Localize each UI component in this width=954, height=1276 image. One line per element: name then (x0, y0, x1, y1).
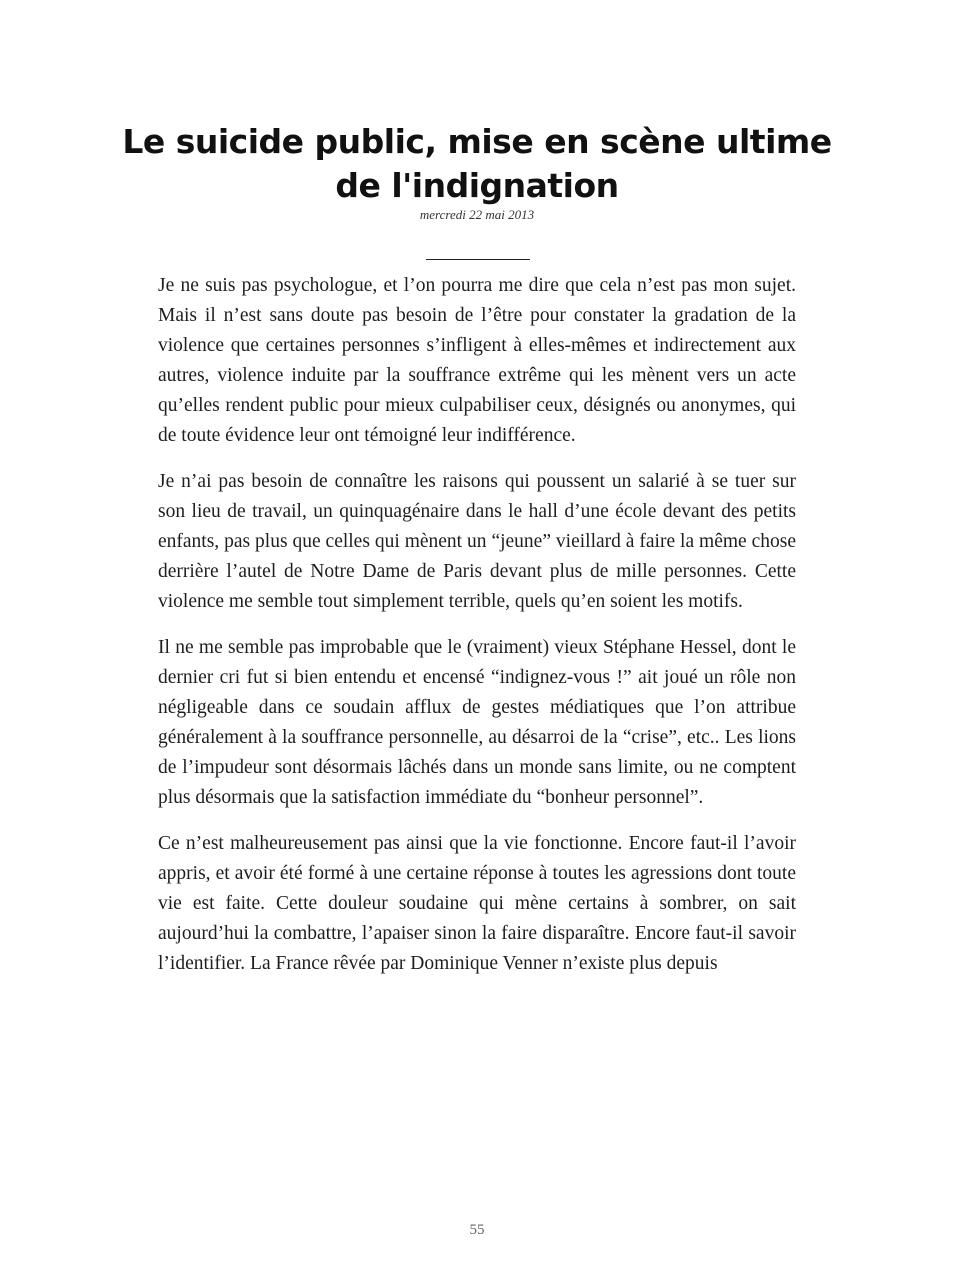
paragraph: Ce n’est malheureusement pas ainsi que la vie fonctionne. Encore faut-il l’avoir appris, et avoir été formé à une certaine réponse à toutes les agressions dont toute vie est faite. Cette douleur soudaine qui mène certains à sombrer, on sait aujourd’hui la combattre, l’apaiser sinon la faire disparaître. Encore faut-il savoir l’identifier. La France rêvée par Dominique Venner n’existe plus depuis (158, 833, 796, 974)
paragraph: Je ne suis pas psychologue, et l’on pourra me dire que cela n’est pas mon sujet. Mais il n’est sans doute pas besoin de l’être pour constater la gradation de la violence que certaines personnes s’infligent à elles-mêmes et indirectement aux autres, violence induite par la souffrance extrême qui les mènent vers un acte qu’elles rendent public pour mieux culpabiliser ceux, désignés ou anonymes, qui de toute évidence leur ont témoigné leur indifférence. (158, 275, 796, 446)
article-body (158, 271, 796, 995)
title-separator-rule (426, 259, 530, 260)
article-date: mercredi 22 mai 2013 (419, 207, 535, 222)
paragraph: Il ne me semble pas improbable que le (vraiment) vieux Stéphane Hessel, dont le dernier cri fut si bien entendu et encensé “indignez-vous !” ait joué un rôle non négligeable dans ce soudain afflux de gestes médiatiques que l’on attribue généralement à la souffrance personnelle, au désarroi de la “crise”, etc.. Les lions de l’impudeur sont désormais lâchés dans un monde sans limite, ou ne comptent plus désormais que la satisfaction immédiate du “bonheur personnel”. (158, 637, 796, 808)
article-title: Le suicide public, mise en scène ultime de l'indignation (122, 122, 832, 205)
page-number: 55 (469, 1222, 485, 1238)
paragraph: Je n’ai pas besoin de connaître les raisons qui poussent un salarié à se tuer sur son lieu de travail, un quinquagénaire dans le hall d’une école devant des petits enfants, pas plus que celles qui mènent un “jeune” vieillard à faire la même chose derrière l’autel de Notre Dame de Paris devant plus de mille personnes. Cette violence me semble tout simplement terrible, quels qu’en soient les motifs. (158, 471, 796, 612)
